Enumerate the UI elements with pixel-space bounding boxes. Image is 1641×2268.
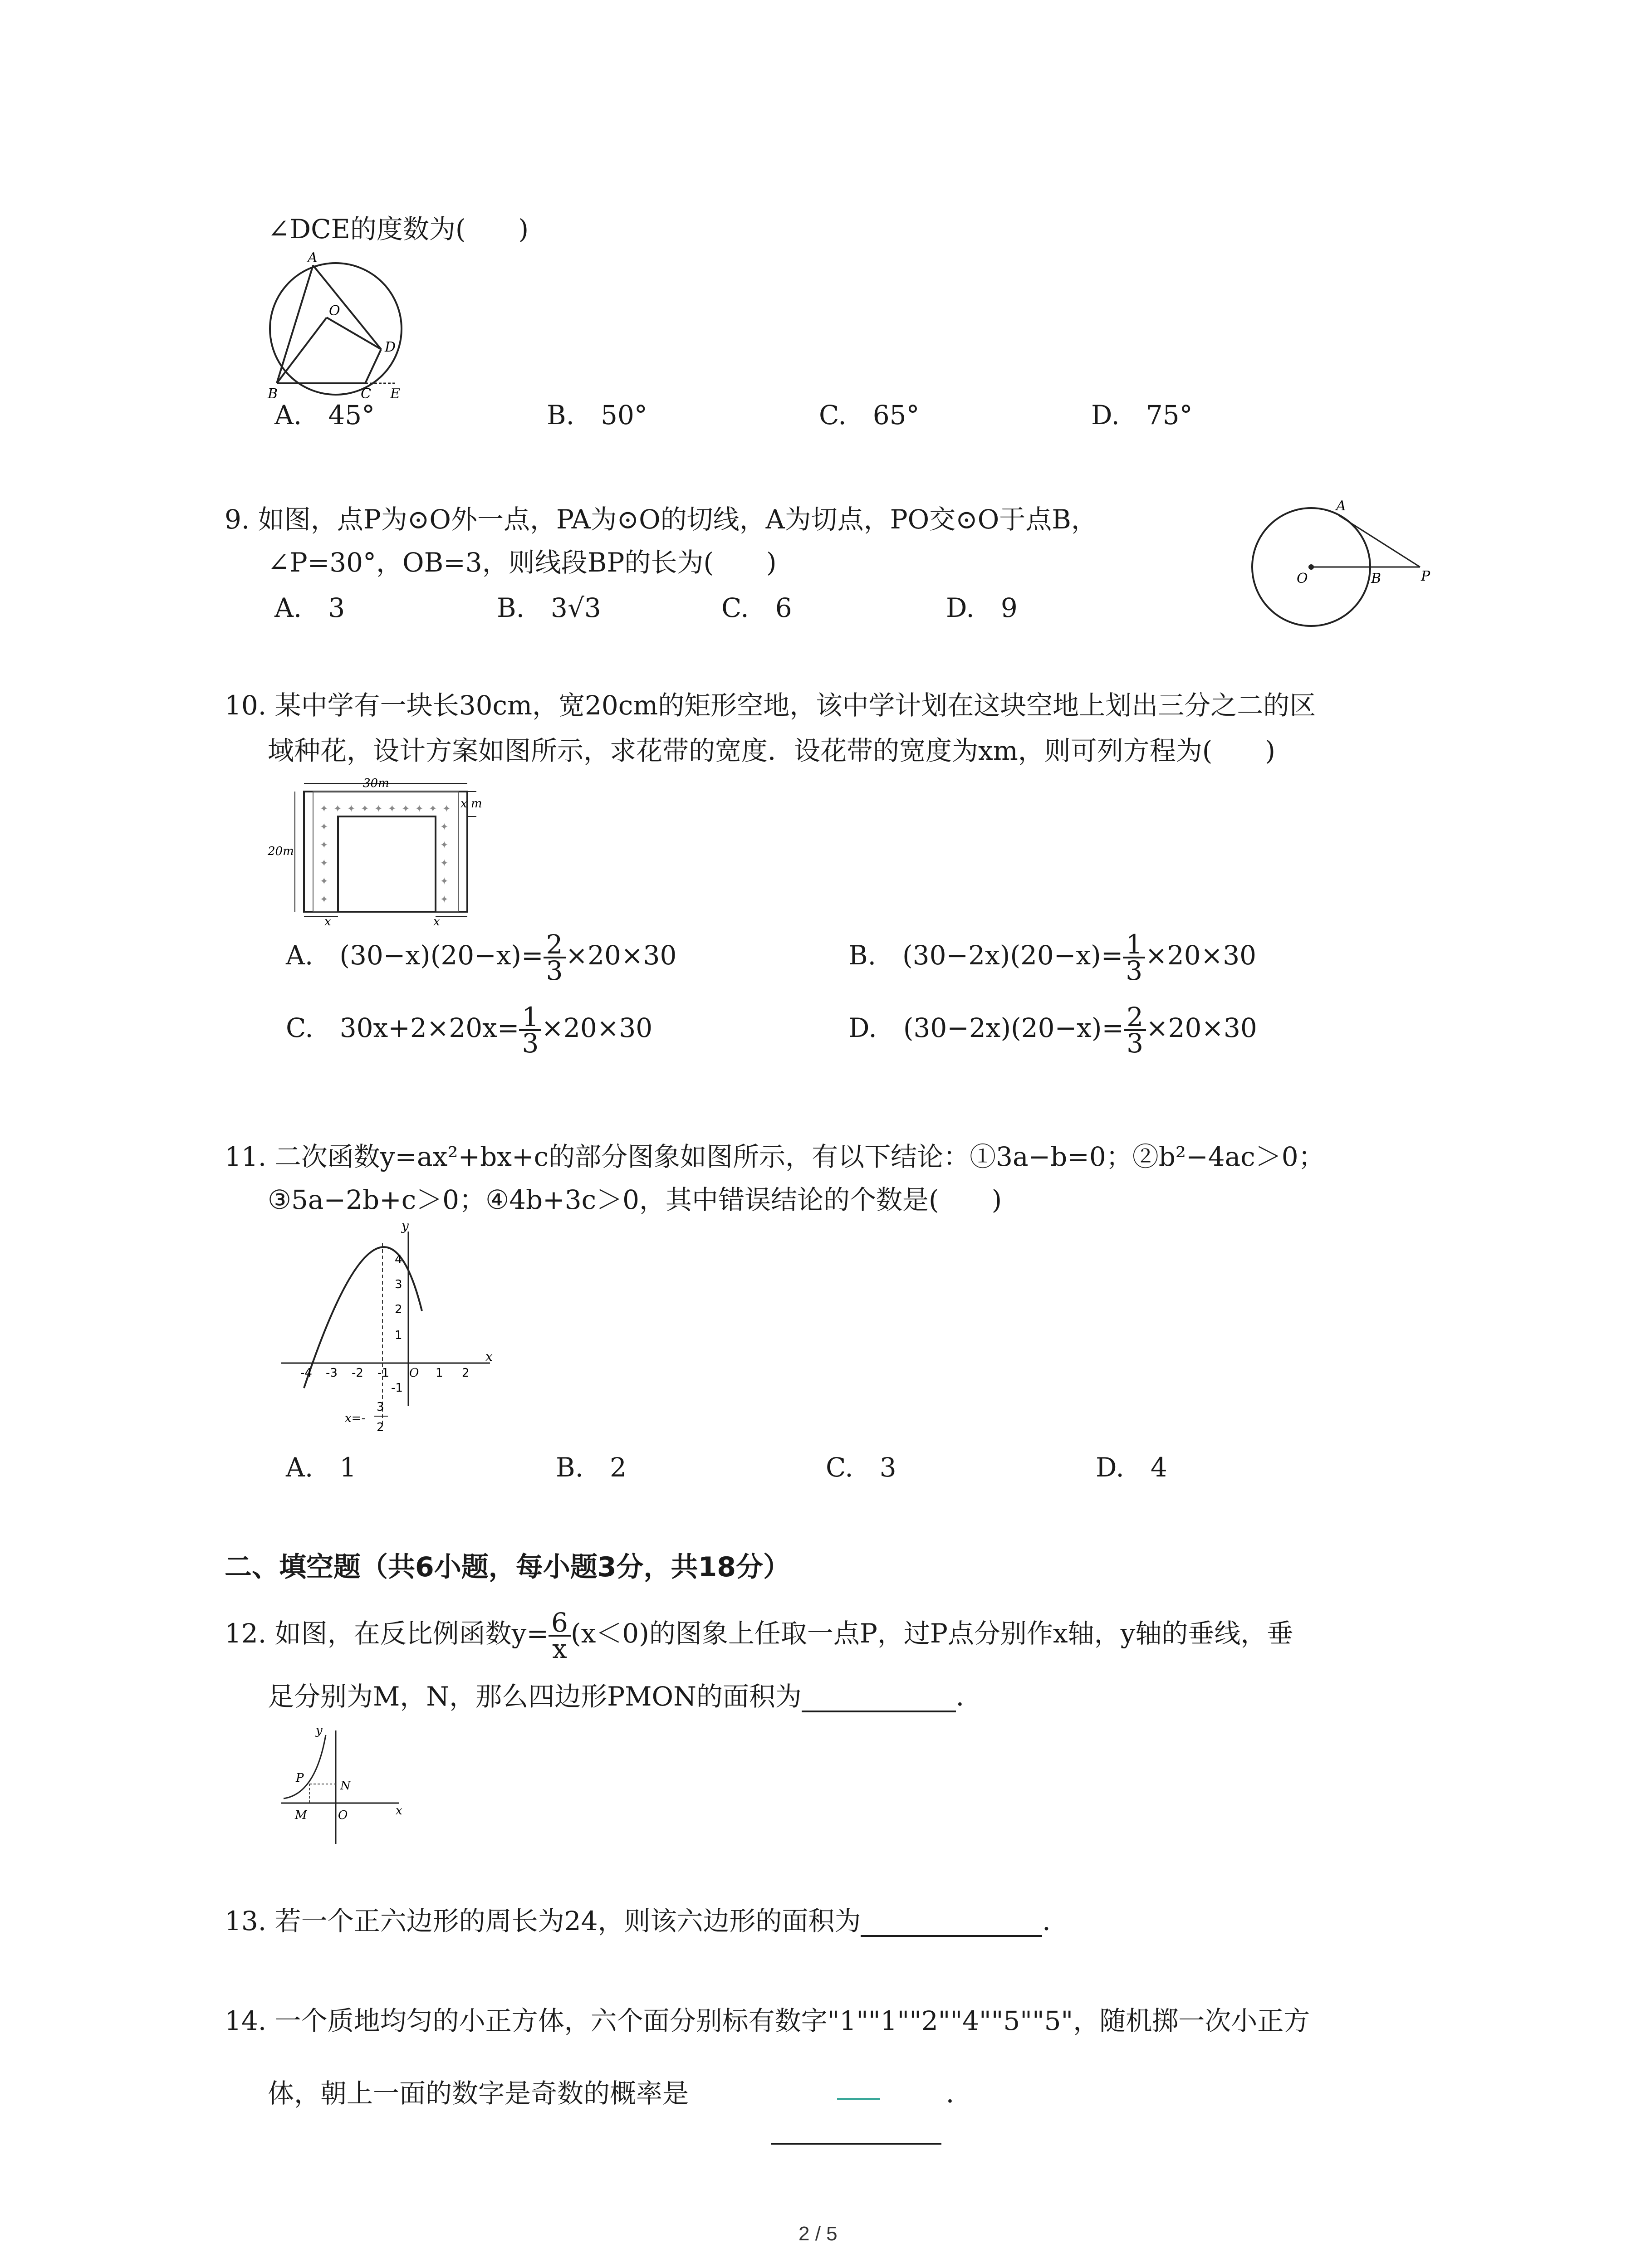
q10-label-top: 30m [363,777,389,790]
svg-text:✦: ✦ [320,894,328,905]
q9-option-b: B. 3√3 [497,592,601,623]
svg-text:✦: ✦ [429,803,437,815]
q8-option-c: C. 65° [819,400,920,430]
q14-stem-line1: 14. 一个质地均匀的小正方体，六个面分别标有数字"1""1""2""4""5""5"，随机掷一次小正方 [225,2005,1310,2036]
q9-label-o: O [1297,571,1308,587]
q8-stem: ∠DCE的度数为( ) [268,214,529,244]
q12-label-o: O [338,1809,348,1822]
q10-label-bl: x [324,915,331,929]
q11-label-y: y [402,1218,409,1233]
q11-axis-den: 2 [377,1421,384,1434]
q10-label-right: x m [460,797,482,811]
q9-tangent-figure [1243,490,1452,626]
q10-option-d: D. (30−2x)(20−x)= $\frac{2}{3}$ ×20×30 [848,1002,1257,1059]
q9-stem-line1: 9. 如图，点P为⊙O外一点，PA为⊙O的切线，A为切点，PO交⊙O于点B， [225,504,1097,535]
q10-stem-line2: 域种花，设计方案如图所示，求花带的宽度．设花带的宽度为xm，则可列方程为( ) [268,735,1275,766]
svg-text:✦: ✦ [320,840,328,851]
q8-label-a: A [308,250,318,266]
q14-stem-line2: 体，朝上一面的数字是奇数的概率是 [268,2078,689,2109]
q11-label-o: O [409,1366,419,1380]
q10-label-br: x [433,915,440,929]
svg-text:✦: ✦ [333,803,342,815]
section-2-title: 二、填空题（共6小题，每小题3分，共18分） [225,1551,790,1583]
q9-option-d: D. 9 [946,592,1018,623]
q8-option-d: D. 75° [1091,400,1193,430]
svg-text:✦: ✦ [442,803,451,815]
q11-ytick-m1: -1 [391,1381,403,1395]
svg-text:✦: ✦ [320,803,328,815]
svg-text:✦: ✦ [440,840,449,851]
q9-label-b: B [1371,571,1381,587]
q11-option-d: D. 4 [1096,1452,1167,1483]
q9-label-p: P [1421,568,1430,584]
q12-answer-blank[interactable] [802,1685,956,1712]
q11-ytick-1: 1 [395,1329,402,1342]
q11-xtick-m2: -2 [352,1366,363,1380]
svg-text:✦: ✦ [320,858,328,869]
q8-label-e: E [390,386,400,402]
q8-label-d: D [385,339,396,355]
q12-stem-line1: 12. 如图，在反比例函数y= $\frac{6}{x}$ (x＜0)的图象上任取一点P，过P点分别作x轴，y轴的垂线，垂 [225,1607,1293,1664]
q8-circle-figure [254,250,417,404]
q12-hyperbola-figure [272,1721,417,1848]
q11-xtick-1: 1 [436,1366,443,1380]
q11-ytick-3: 3 [395,1278,402,1291]
svg-text:✦: ✦ [440,894,449,905]
q11-xtick-m4: -4 [300,1366,312,1380]
q11-axis-label: x=- [345,1412,366,1425]
q10-stem-line1: 10. 某中学有一块长30cm，宽20cm的矩形空地，该中学计划在这块空地上划出三分之二的区 [225,690,1316,721]
q8-label-o: O [329,303,340,319]
q14-answer-blank[interactable] [771,2141,941,2145]
q11-option-c: C. 3 [826,1452,896,1483]
q11-xtick-m3: -3 [326,1366,338,1380]
svg-text:✦: ✦ [320,876,328,887]
svg-text:✦: ✦ [388,803,397,815]
svg-text:✦: ✦ [374,803,383,815]
q10-garden-figure [268,777,485,929]
q11-axis-num: 3 [377,1400,384,1414]
q10-option-a: A. (30−x)(20−x)= $\frac{2}{3}$ ×20×30 [286,929,677,986]
svg-text:✦: ✦ [347,803,356,815]
q11-parabola-figure [272,1220,508,1447]
q8-label-c: C [361,386,371,402]
q11-option-a: A. 1 [286,1452,357,1483]
q12-label-x: x [396,1804,402,1818]
q11-stem-line1: 11. 二次函数y=ax²+bx+c的部分图象如图所示，有以下结论：①3a−b=0；②b²−4ac＞0； [225,1141,1325,1172]
q11-ytick-2: 2 [395,1303,402,1316]
svg-text:✦: ✦ [402,803,410,815]
svg-text:✦: ✦ [440,876,449,887]
svg-text:✦: ✦ [361,803,369,815]
q11-option-b: B. 2 [556,1452,627,1483]
svg-text:✦: ✦ [440,858,449,869]
q9-stem-line2: ∠P=30°，OB=3，则线段BP的长为( ) [268,547,777,578]
q13-stem: 13. 若一个正六边形的周长为24，则该六边形的面积为 ． [225,1906,1069,1936]
q14-teal-mark [837,2098,880,2100]
q12-label-p: P [296,1771,304,1785]
q11-label-x: x [485,1349,493,1364]
q11-ytick-4: 4 [395,1253,402,1266]
q12-label-m: M [295,1809,307,1822]
q8-option-b: B. 50° [547,400,647,430]
q12-label-y: y [316,1724,323,1737]
q12-label-n: N [340,1779,351,1793]
q10-label-left: 20m [268,845,294,858]
q9-option-a: A. 3 [274,592,345,623]
q8-label-b: B [268,386,278,402]
q11-stem-line2: ③5a−2b+c＞0；④4b+3c＞0，其中错误结论的个数是( ) [268,1184,1002,1215]
q14-end: ． [946,2078,973,2109]
q11-xtick-2: 2 [462,1366,470,1380]
svg-text:✦: ✦ [320,821,328,833]
q10-option-b: B. (30−2x)(20−x)= $\frac{1}{3}$ ×20×30 [848,929,1257,986]
q11-xtick-m1: -1 [377,1366,389,1380]
svg-text:✦: ✦ [415,803,424,815]
q9-option-c: C. 6 [721,592,792,623]
q12-stem-line2: 足分别为M，N，那么四边形PMON的面积为 ． [268,1681,982,1712]
q9-label-a: A [1336,498,1346,514]
page-number: 2 / 5 [798,2223,838,2245]
svg-text:✦: ✦ [440,821,449,833]
q13-answer-blank[interactable] [861,1910,1042,1937]
q8-option-a: A. 45° [274,400,375,430]
q10-option-c: C. 30x+2×20x= $\frac{1}{3}$ ×20×30 [286,1002,653,1059]
